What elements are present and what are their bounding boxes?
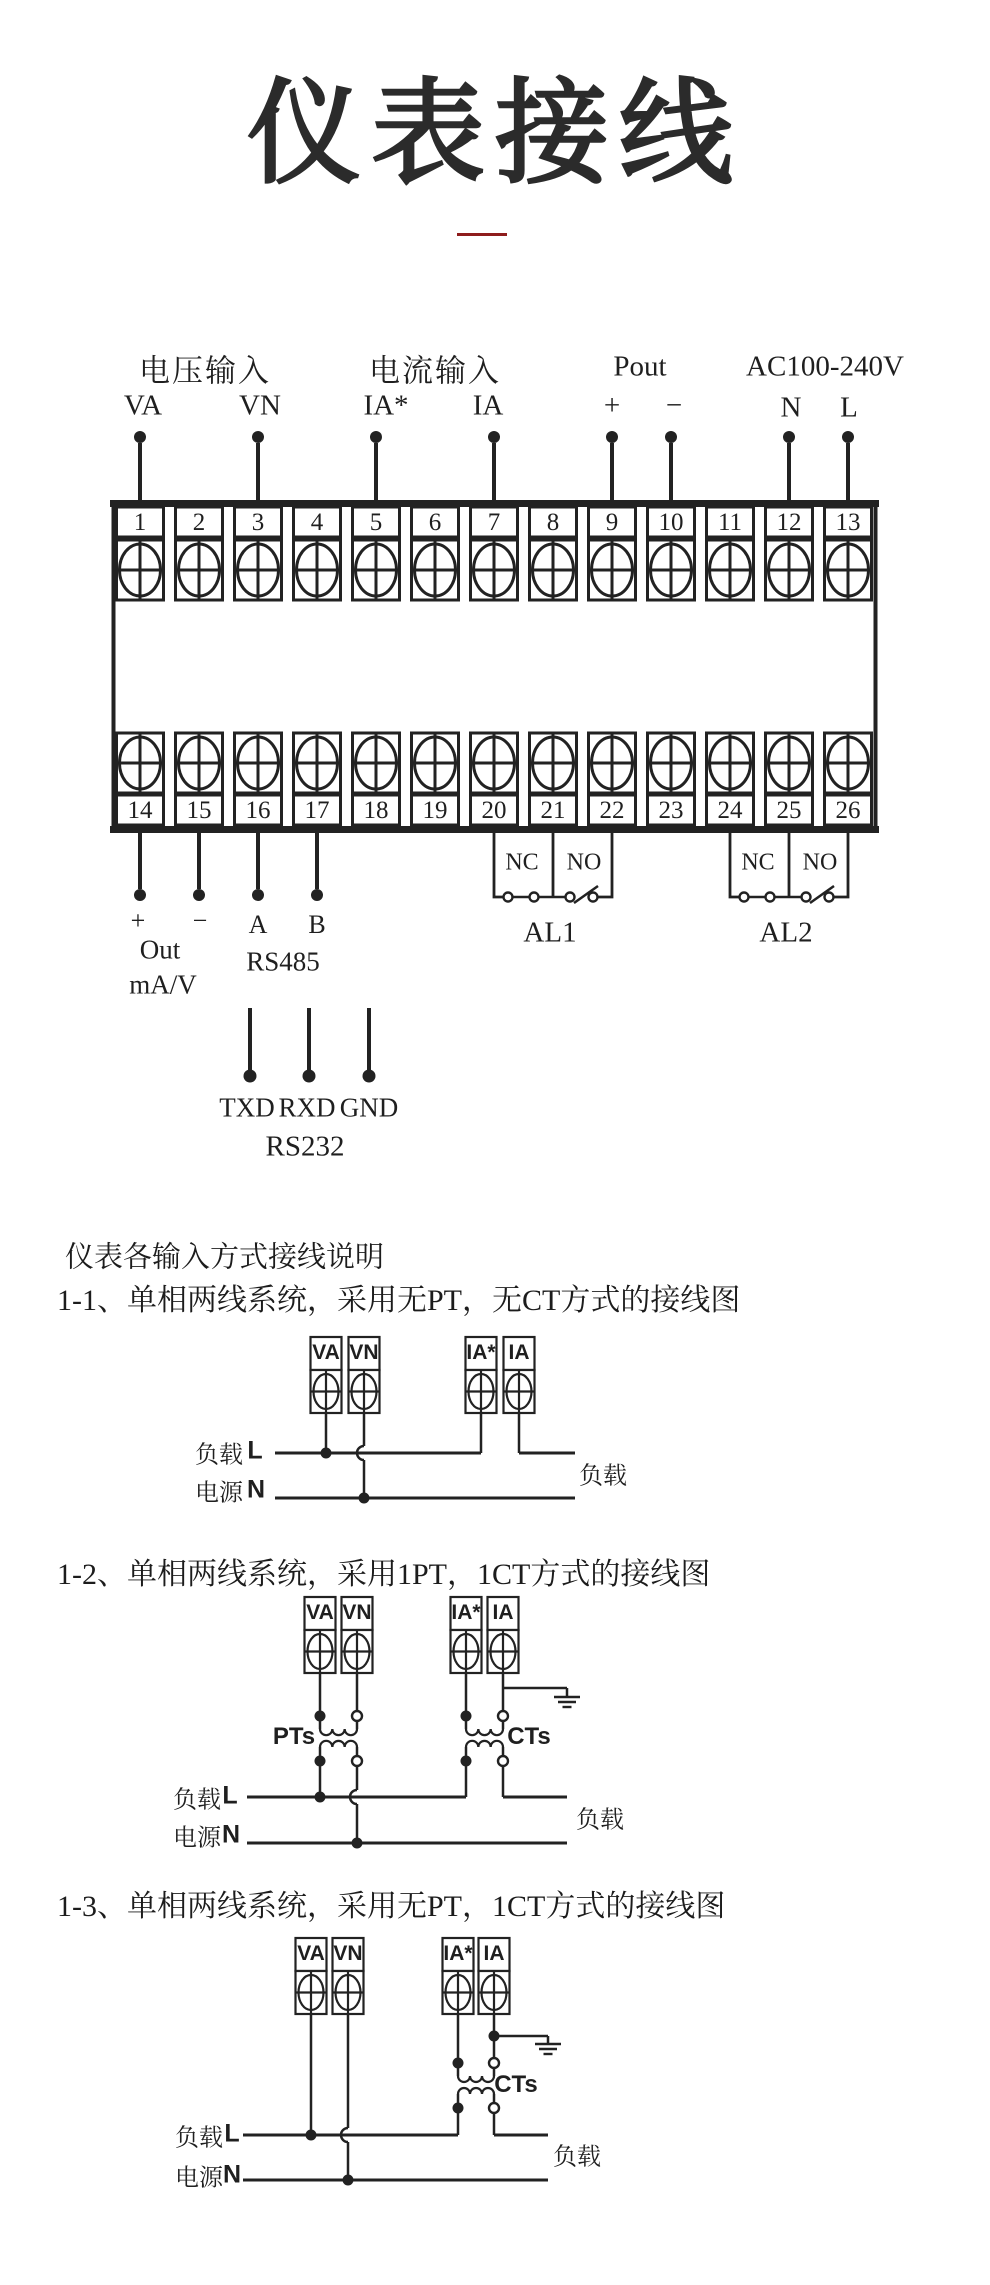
terminal-number-top: 10	[658, 509, 684, 536]
terminal-number-bottom: 16	[245, 797, 271, 824]
pin-ia-label: IA	[472, 389, 504, 422]
rs485-b-label: B	[308, 910, 326, 939]
d12-term-ia: IA	[492, 1601, 514, 1624]
d12-n-label: N	[221, 1820, 241, 1849]
terminal-number-bottom: 25	[776, 797, 802, 824]
pin-ia-star-label: IA*	[363, 389, 409, 422]
d12-term-va: VA	[306, 1601, 334, 1624]
d11-term-va: VA	[312, 1341, 340, 1364]
al2-no-label: NO	[802, 849, 838, 876]
d12-source-label: 电源	[173, 1825, 221, 1852]
al1-nc-label: NC	[505, 849, 539, 876]
d11-l-label: L	[247, 1436, 263, 1465]
heading-1-1: 1-1、单相两线系统，采用无PT，无CT方式的接线图	[57, 1284, 741, 1317]
out-label: Out	[139, 934, 181, 965]
d13-term-ia-star: IA*	[443, 1942, 473, 1965]
al2-label: AL2	[759, 916, 813, 949]
d11-term-ia: IA	[508, 1341, 530, 1364]
heading-1-2: 1-2、单相两线系统，采用1PT，1CT方式的接线图	[57, 1558, 711, 1591]
voltage-input-label: 电压输入	[139, 353, 271, 389]
pout-label: Pout	[613, 350, 667, 383]
terminal-number-bottom: 14	[127, 797, 153, 824]
terminal-number-top: 2	[192, 509, 206, 536]
d11-term-ia-star: IA*	[466, 1341, 496, 1364]
d12-load-label: 负载	[173, 1787, 221, 1814]
terminal-number-top: 5	[369, 509, 383, 536]
terminal-number-bottom: 18	[363, 797, 389, 824]
pin-vn-label: VN	[239, 389, 281, 422]
terminal-number-bottom: 22	[599, 797, 625, 824]
d13-source-label: 电源	[175, 2165, 223, 2192]
terminal-number-bottom: 15	[186, 797, 212, 824]
terminal-number-bottom: 20	[481, 797, 507, 824]
rs232-gnd-label: GND	[339, 1092, 399, 1123]
terminal-number-top: 13	[835, 509, 861, 536]
d13-load-right-label: 负载	[553, 2144, 601, 2171]
d12-load-right-label: 负载	[576, 1807, 624, 1834]
terminal-number-bottom: 19	[422, 797, 448, 824]
d12-cts-label: CTs	[507, 1723, 551, 1750]
d13-l-label: L	[224, 2119, 240, 2148]
d12-term-vn: VN	[342, 1601, 372, 1624]
pin-va-label: VA	[123, 389, 163, 422]
out-unit-label: mA/V	[129, 969, 197, 1000]
d13-term-vn: VN	[333, 1942, 363, 1965]
terminal-number-top: 9	[605, 509, 619, 536]
d13-n-label: N	[222, 2160, 242, 2189]
heading-1-3: 1-3、单相两线系统，采用无PT，1CT方式的接线图	[57, 1890, 726, 1923]
d13-term-ia: IA	[483, 1942, 505, 1965]
al1-label: AL1	[523, 916, 577, 949]
page-title: 仪表接线	[246, 71, 743, 198]
terminal-number-bottom: 23	[658, 797, 684, 824]
d13-term-va: VA	[297, 1942, 325, 1965]
pin-n-label: N	[780, 391, 802, 424]
rs232-label: RS232	[265, 1130, 345, 1163]
al2-nc-label: NC	[741, 849, 775, 876]
terminal-number-top: 1	[133, 509, 147, 536]
terminal-number-top: 6	[428, 509, 442, 536]
d12-pts-label: PTs	[272, 1723, 316, 1750]
rs232-rxd-label: RXD	[278, 1092, 336, 1123]
terminal-number-top: 4	[310, 509, 324, 536]
d11-load-label: 负载	[195, 1442, 243, 1469]
current-input-label: 电流输入	[369, 353, 501, 389]
d12-l-label: L	[222, 1781, 238, 1810]
terminal-number-top: 7	[487, 509, 501, 536]
terminal-number-top: 11	[717, 509, 743, 536]
d11-load-right-label: 负载	[579, 1463, 627, 1490]
d13-load-label: 负载	[175, 2125, 223, 2152]
d11-source-label: 电源	[195, 1480, 243, 1507]
ac-power-label: AC100-240V	[746, 350, 904, 383]
d13-cts-label: CTs	[494, 2071, 538, 2098]
section-intro: 仪表各输入方式接线说明	[65, 1241, 385, 1274]
pin-minus-label: −	[665, 389, 683, 422]
terminal-number-bottom: 21	[540, 797, 566, 824]
pin-plus-label: +	[603, 389, 621, 422]
out-plus-label: +	[130, 906, 146, 935]
rs485-a-label: A	[248, 910, 268, 939]
d12-term-ia-star: IA*	[451, 1601, 481, 1624]
d11-n-label: N	[246, 1475, 266, 1504]
d11-term-vn: VN	[349, 1341, 379, 1364]
rs232-txd-label: TXD	[219, 1092, 275, 1123]
terminal-number-bottom: 24	[717, 797, 743, 824]
pin-l-label: L	[840, 391, 858, 424]
terminal-number-top: 3	[251, 509, 265, 536]
terminal-number-top: 12	[776, 509, 802, 536]
terminal-number-bottom: 17	[304, 797, 330, 824]
out-minus-label: −	[192, 906, 208, 935]
rs485-label: RS485	[246, 946, 320, 977]
al1-no-label: NO	[566, 849, 602, 876]
terminal-number-top: 8	[546, 509, 560, 536]
terminal-number-bottom: 26	[835, 797, 861, 824]
